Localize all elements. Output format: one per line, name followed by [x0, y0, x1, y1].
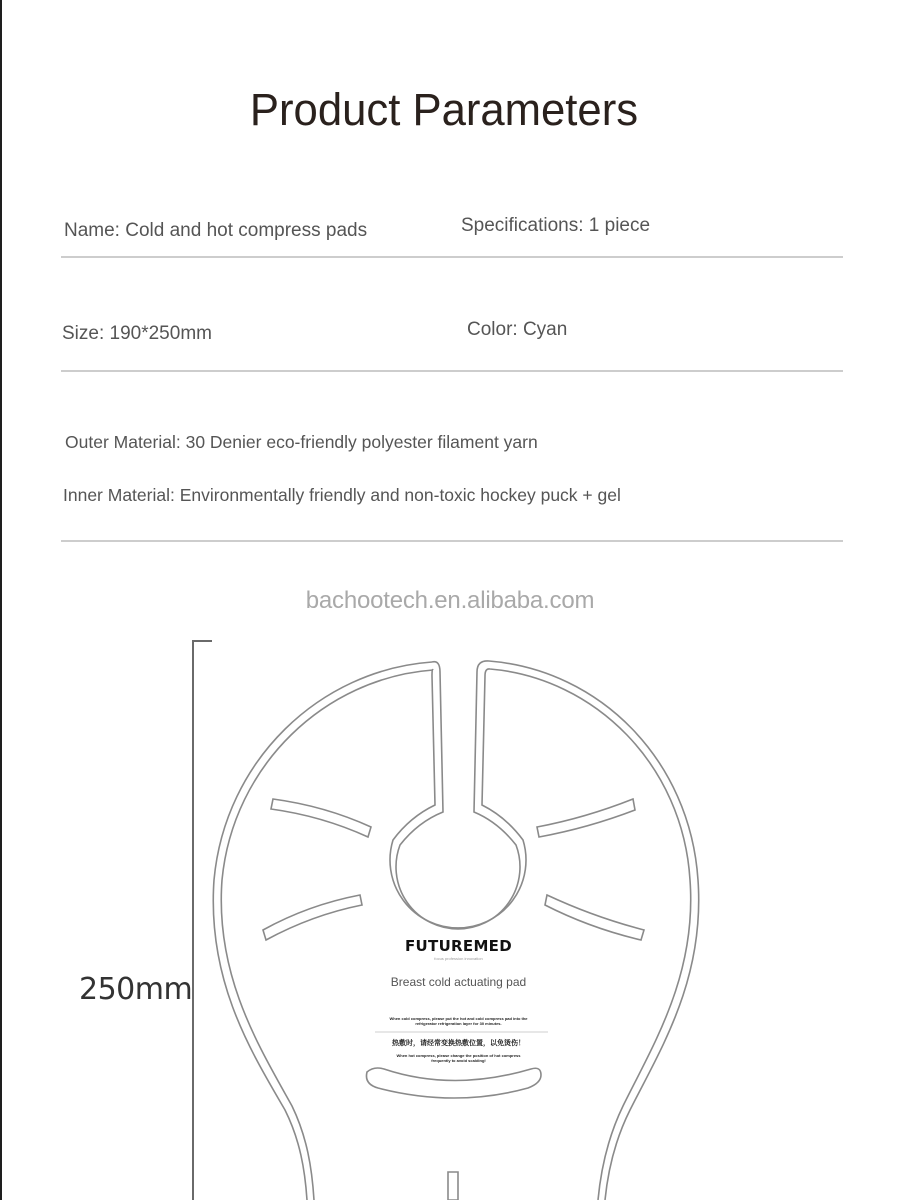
param-outer-material: Outer Material: 30 Denier eco-friendly polyester filament yarn — [65, 432, 538, 452]
brand-tagline: focus profession innovation — [434, 956, 483, 961]
param-name: Name: Cold and hot compress pads — [64, 220, 368, 241]
dimension-line — [193, 641, 212, 1200]
dimension-label: 250mm — [79, 972, 193, 1007]
brand-logo: FUTUREMED — [405, 937, 512, 955]
param-color: Color: Cyan — [467, 319, 568, 340]
param-specifications: Specifications: 1 piece — [461, 215, 651, 236]
instruction-chinese: 热敷时，请经常变换热敷位置，以免烫伤！ — [392, 1040, 525, 1047]
instruction-hot: When hot compress, please change the position of hot compress frequently to avoid scalding! — [396, 1053, 521, 1063]
divider — [61, 256, 843, 258]
instruction-cold: When cold compress, please put the hot and cold compress pad into the refrigerator refrigeration layer for 30 minutes. — [389, 1016, 528, 1026]
param-inner-material: Inner Material: Environmentally friendly and non-toxic hockey puck + gel — [63, 485, 621, 505]
divider — [61, 370, 843, 372]
divider — [61, 540, 843, 542]
param-size: Size: 190*250mm — [62, 323, 212, 344]
pad-slots — [263, 799, 644, 1200]
store-watermark: bachootech.en.alibaba.com — [305, 587, 595, 614]
product-label: Breast cold actuating pad — [390, 975, 527, 989]
pad-outline-diagram — [0, 620, 900, 1200]
page-title: Product Parameters — [249, 84, 639, 135]
